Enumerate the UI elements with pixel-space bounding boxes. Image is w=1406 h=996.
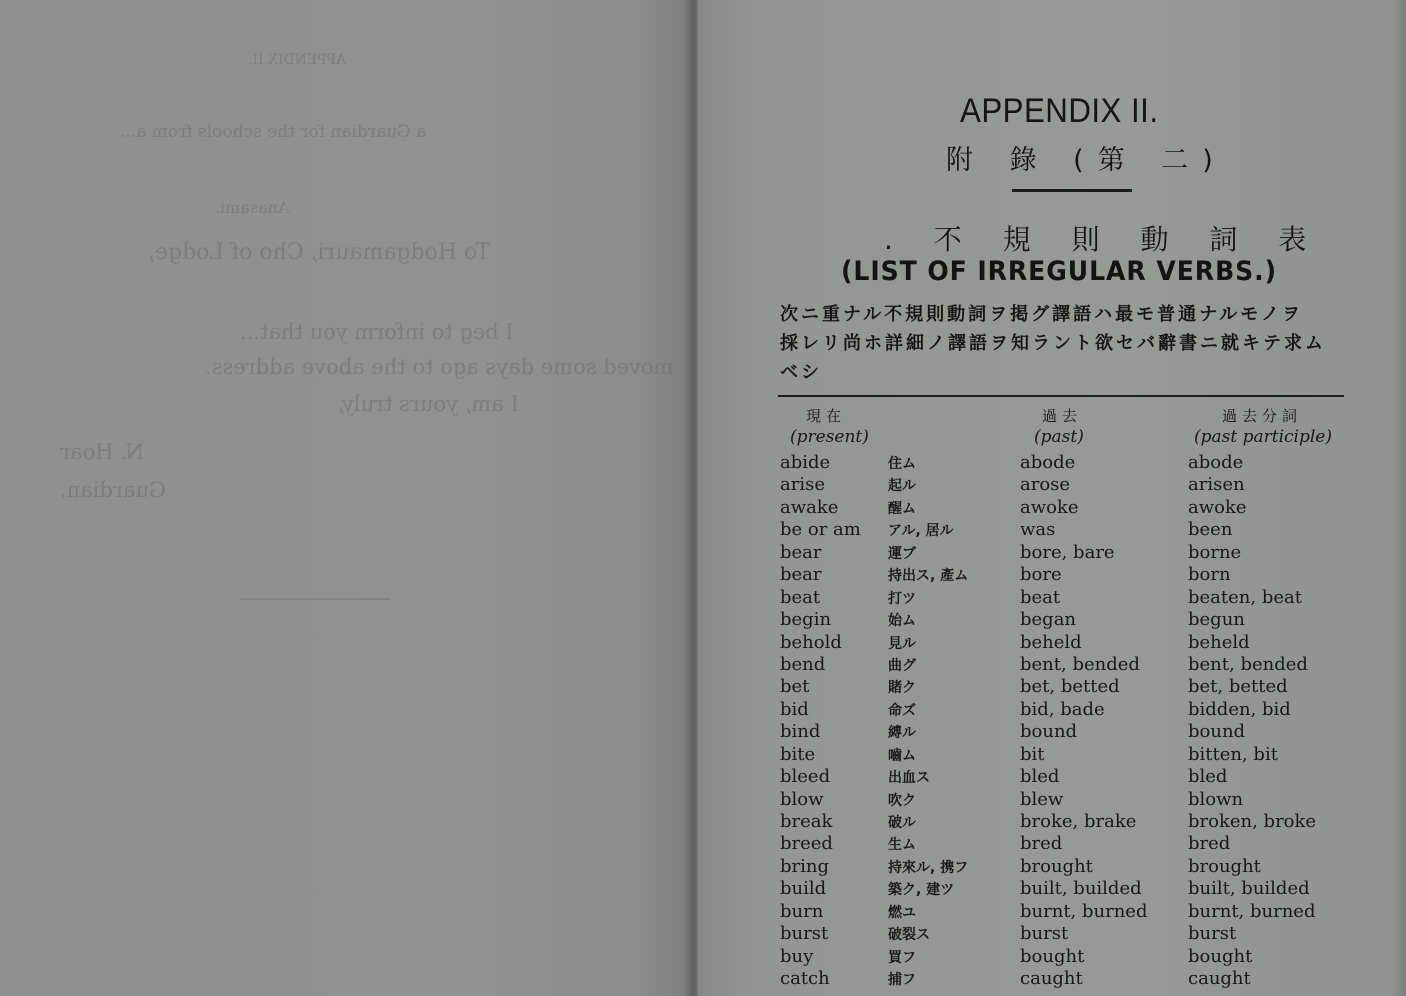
verb-meaning-jp: 打ツ [888, 590, 916, 607]
verb-meaning-jp: 運ブ [888, 545, 916, 562]
verb-meaning-jp: 燃ユ [888, 904, 916, 921]
table-top-rule [778, 395, 1344, 397]
verb-present: break [780, 811, 833, 832]
verb-meaning-jp: 賭ク [888, 680, 916, 697]
verb-row [778, 542, 1378, 564]
verb-row [778, 699, 1378, 721]
verb-present: bleed [780, 766, 831, 788]
verb-present: awake [780, 496, 839, 518]
verb-row [778, 564, 1378, 586]
verb-past: built, builded [1020, 878, 1142, 900]
verb-row [778, 587, 1378, 609]
verb-row [778, 632, 1378, 654]
verb-present: behold [780, 631, 842, 653]
verb-past: awoke [1020, 496, 1079, 518]
column-header-pp-en: (past participle) [1194, 427, 1332, 447]
column-header-present-jp: 現在 [806, 407, 847, 425]
verb-past: bore, bare [1020, 541, 1115, 563]
verb-row [778, 766, 1378, 788]
verb-meaning-jp: 起ル [888, 478, 916, 495]
verb-past-participle: broken, broke [1188, 811, 1317, 832]
verb-meaning-jp: アル, 居ル [888, 523, 954, 540]
verb-past-participle: begun [1188, 609, 1245, 631]
verb-past: bound [1020, 721, 1078, 743]
column-header-past-en: (past) [1034, 427, 1084, 447]
verb-present: begin [780, 609, 832, 631]
verb-past-participle: bound [1188, 721, 1246, 743]
verb-row [778, 721, 1378, 743]
verb-past-participle: bet, betted [1188, 676, 1288, 698]
verb-row [778, 654, 1378, 676]
verb-row [778, 811, 1378, 833]
verb-present: bear [780, 564, 822, 586]
verb-past-participle: bitten, bit [1188, 743, 1278, 765]
verb-past: burnt, burned [1020, 900, 1148, 922]
verb-past-participle: blown [1188, 788, 1244, 810]
note-line: 採レリ尚ホ詳細ノ譯語ヲ知ラント欲セバ辭書ニ就キテ求ム [780, 333, 1326, 354]
note-line: ベシ [780, 362, 822, 383]
verb-row [778, 452, 1378, 474]
ghost-text: I beg to inform you that... [240, 320, 514, 344]
verb-meaning-jp: 生ム [888, 837, 916, 854]
verb-meaning-jp: 買フ [888, 949, 916, 966]
verb-past-participle: bought [1188, 945, 1253, 967]
verb-present: abide [780, 452, 831, 473]
verb-past-participle: caught [1188, 968, 1251, 990]
verb-past-participle: born [1188, 564, 1231, 586]
verb-past: beheld [1020, 631, 1082, 653]
left-page [0, 0, 690, 996]
verb-meaning-jp: 曲グ [888, 657, 916, 674]
verb-past: arose [1020, 474, 1071, 496]
verb-meaning-jp: 住ム [888, 456, 916, 472]
verb-past: bore [1020, 564, 1062, 586]
verb-row [778, 676, 1378, 698]
verb-present: beat [780, 586, 821, 608]
verb-past-participle: beaten, beat [1188, 586, 1302, 608]
verb-present: build [780, 878, 827, 900]
verb-present: bite [780, 743, 816, 765]
verb-row [778, 497, 1378, 519]
verb-past: burst [1020, 923, 1069, 945]
verb-past-participle: burst [1188, 923, 1237, 945]
column-header-present [790, 406, 869, 448]
appendix-title-jp: 附 錄 (第 二) [946, 145, 1227, 176]
verb-past-participle: awoke [1188, 496, 1247, 518]
column-header-past [1034, 406, 1084, 448]
verb-past: brought [1020, 855, 1093, 877]
verb-past: bent, bended [1020, 653, 1140, 675]
verb-past: bit [1020, 743, 1045, 765]
verb-past: bet, betted [1020, 676, 1120, 698]
ghost-text: Anasami. [215, 198, 290, 217]
irregular-verb-table [778, 452, 1378, 991]
verb-row [778, 968, 1378, 990]
verb-present: be or am [780, 519, 861, 541]
column-header-past-jp: 過去 [1042, 407, 1083, 425]
verb-present: buy [780, 945, 814, 967]
verb-past-participle: brought [1188, 855, 1261, 877]
verb-past-participle: beheld [1188, 631, 1250, 653]
appendix-title: APPENDIX II. [960, 92, 1159, 130]
verb-past-participle: built, builded [1188, 878, 1310, 900]
verb-meaning-jp: 持出ス, 產ム [888, 568, 969, 585]
ghost-rule [240, 598, 390, 600]
verb-past: began [1020, 609, 1077, 631]
verb-past-participle: been [1188, 519, 1233, 541]
ghost-text: moved some days ago to the above address. [205, 355, 674, 379]
ghost-text: I am, yours truly, [338, 392, 519, 416]
verb-row [778, 946, 1378, 968]
ghost-text: N. Hoar [60, 440, 144, 464]
verb-meaning-jp: 命ズ [888, 702, 916, 719]
verb-meaning-jp: 破ル [888, 815, 916, 831]
page-edge-shadow [1392, 0, 1406, 996]
ghost-text: APPENDIX II. [248, 52, 347, 68]
verb-meaning-jp: 破裂ス [888, 927, 930, 944]
verb-present: bid [780, 698, 809, 720]
verb-past: caught [1020, 968, 1083, 990]
verb-past: bred [1020, 833, 1063, 855]
verb-row [778, 856, 1378, 878]
verb-present: arise [780, 474, 825, 496]
verb-row [778, 833, 1378, 855]
right-page [698, 0, 1406, 996]
verb-meaning-jp: 吹ク [888, 792, 916, 809]
verb-present: breed [780, 833, 833, 855]
verb-meaning-jp: 出血ス [888, 770, 930, 787]
verb-present: burst [780, 923, 829, 945]
verb-present: bet [780, 676, 810, 698]
ghost-text: a Guardian for the schools from a... [120, 122, 427, 142]
verb-past: abode [1020, 452, 1076, 473]
verb-past: was [1020, 519, 1056, 541]
verb-present: blow [780, 788, 824, 810]
verb-past-participle: bred [1188, 833, 1231, 855]
verb-row [778, 609, 1378, 631]
column-header-pp-jp: 過去分詞 [1222, 407, 1303, 425]
verb-past-participle: bidden, bid [1188, 698, 1291, 720]
verb-past: broke, brake [1020, 811, 1137, 832]
verb-present: catch [780, 968, 830, 990]
verb-meaning-jp: 見ル [888, 635, 916, 652]
verb-present: bring [780, 855, 829, 877]
verb-row [778, 789, 1378, 811]
verb-row [778, 901, 1378, 923]
verb-present: burn [780, 900, 824, 922]
verb-past-participle: arisen [1188, 474, 1245, 496]
verb-row [778, 519, 1378, 541]
verb-past-participle: burnt, burned [1188, 900, 1316, 922]
verb-row [778, 878, 1378, 900]
ghost-text: To Hodgamauri, Cho of Lodge, [148, 240, 491, 265]
verb-past: bid, bade [1020, 698, 1105, 720]
irregular-verbs-heading: (LIST OF IRREGULAR VERBS.) [841, 256, 1278, 287]
verb-present: bend [780, 653, 826, 675]
verb-past-participle: bled [1188, 766, 1228, 788]
verb-row [778, 474, 1378, 496]
verb-past: blew [1020, 788, 1064, 810]
verb-present: bear [780, 541, 822, 563]
verb-meaning-jp: 捕フ [888, 972, 916, 989]
verb-past-participle: abode [1188, 452, 1244, 473]
verb-meaning-jp: 縛ル [888, 725, 916, 742]
verb-past: bled [1020, 766, 1060, 788]
column-header-past-participle [1194, 406, 1332, 448]
column-header-present-en: (present) [790, 427, 869, 447]
verb-present: bind [780, 721, 821, 743]
verb-meaning-jp: 築ク, 建ツ [888, 882, 955, 899]
introduction-note [780, 300, 1360, 387]
note-line: 次ニ重ナル不規則動詞ヲ掲グ譯語ハ最モ普通ナルモノヲ [780, 304, 1304, 325]
title-rule [1012, 189, 1132, 192]
verb-past: bought [1020, 945, 1085, 967]
verb-past: beat [1020, 586, 1061, 608]
irregular-verbs-heading-jp: . 不 規 則 動 詞 表 [884, 223, 1323, 256]
ghost-text: Guardian. [60, 478, 166, 502]
verb-past-participle: bent, bended [1188, 653, 1308, 675]
verb-row [778, 923, 1378, 945]
verb-meaning-jp: 始ム [888, 613, 916, 630]
verb-past-participle: borne [1188, 541, 1242, 563]
verb-meaning-jp: 持來ル, 携フ [888, 859, 969, 876]
verb-meaning-jp: 嚙ム [888, 747, 916, 764]
verb-row [778, 744, 1378, 766]
verb-meaning-jp: 醒ム [888, 500, 916, 517]
